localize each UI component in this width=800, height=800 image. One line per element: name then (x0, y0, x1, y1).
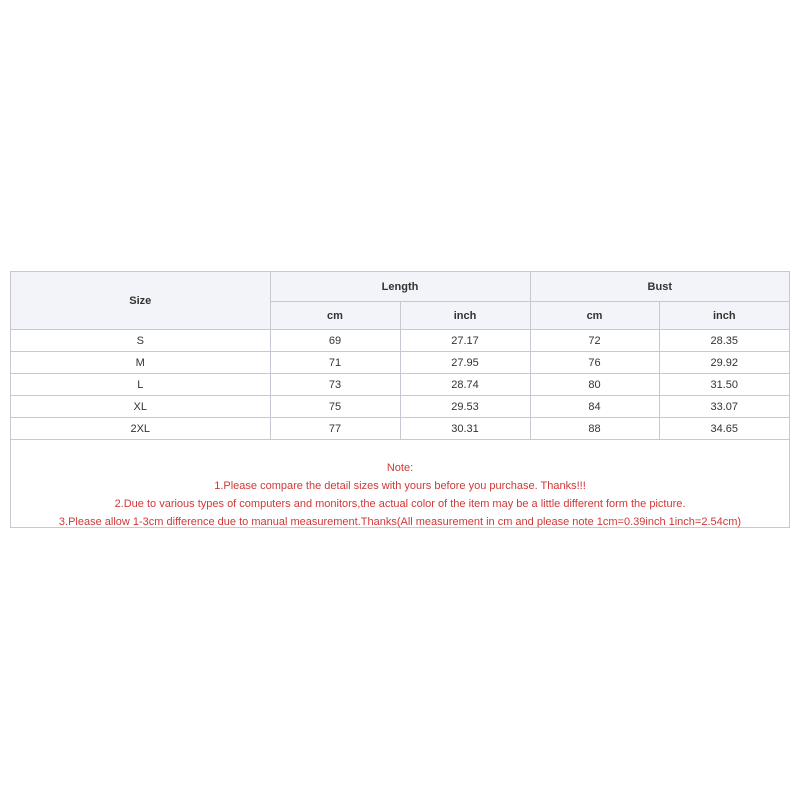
size-cell: S (11, 330, 270, 352)
bust-cm-cell: 88 (530, 418, 659, 440)
table-row (11, 374, 789, 396)
size-cell: 2XL (11, 418, 270, 440)
bust-inch-cell: 31.50 (659, 374, 789, 396)
table-row (11, 330, 789, 352)
bust-inch-header: inch (659, 302, 789, 330)
size-chart (10, 271, 790, 528)
length-cm-header: cm (270, 302, 400, 330)
header-row-groups (11, 272, 789, 302)
length-inch-cell: 28.74 (400, 374, 530, 396)
length-inch-cell: 27.17 (400, 330, 530, 352)
length-inch-cell: 30.31 (400, 418, 530, 440)
note-line-1: 1.Please compare the detail sizes with yours before you purchase. Thanks!!! (214, 480, 586, 492)
table-row (11, 396, 789, 418)
length-cm-cell: 73 (270, 374, 400, 396)
size-cell: M (11, 352, 270, 374)
bust-cm-header: cm (530, 302, 659, 330)
note-line-3: 3.Please allow 1-3cm difference due to manual measurement.Thanks(All measurement in cm and please note 1cm=0.39inch 1inch=2.54cm) (58, 516, 742, 528)
table-row (11, 352, 789, 374)
size-cell: L (11, 374, 270, 396)
bust-cm-cell: 80 (530, 374, 659, 396)
bust-inch-cell: 28.35 (659, 330, 789, 352)
size-table (11, 272, 789, 440)
length-inch-header: inch (400, 302, 530, 330)
bust-inch-cell: 34.65 (659, 418, 789, 440)
bust-cm-cell: 72 (530, 330, 659, 352)
bust-group-header: Bust (530, 272, 789, 302)
table-row (11, 418, 789, 440)
size-cell: XL (11, 396, 270, 418)
note-title: Note: (386, 462, 414, 474)
length-inch-cell: 27.95 (400, 352, 530, 374)
note-line-2: 2.Due to various types of computers and monitors,the actual color of the item may be a little different form the picture. (114, 498, 686, 510)
length-cm-cell: 77 (270, 418, 400, 440)
size-column-header: Size (11, 272, 270, 330)
bust-cm-cell: 84 (530, 396, 659, 418)
bust-inch-cell: 33.07 (659, 396, 789, 418)
bust-inch-cell: 29.92 (659, 352, 789, 374)
bust-cm-cell: 76 (530, 352, 659, 374)
length-group-header: Length (270, 272, 530, 302)
length-cm-cell: 71 (270, 352, 400, 374)
length-cm-cell: 69 (270, 330, 400, 352)
length-inch-cell: 29.53 (400, 396, 530, 418)
length-cm-cell: 75 (270, 396, 400, 418)
note-block (11, 440, 789, 531)
